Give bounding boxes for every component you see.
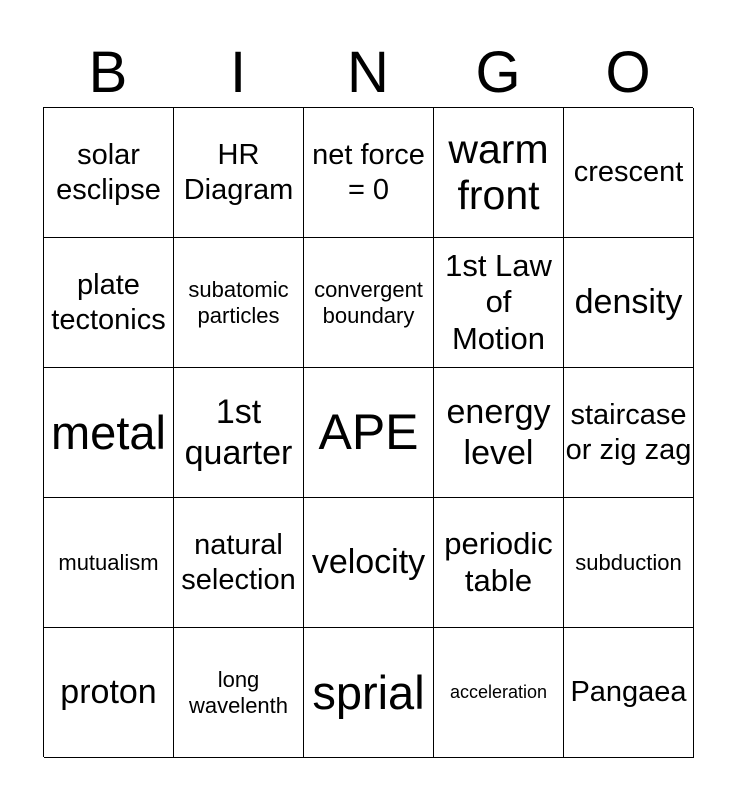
bingo-cell[interactable]: long wavelenth (174, 628, 304, 758)
bingo-cell[interactable]: Pangaea (564, 628, 694, 758)
bingo-cell[interactable]: 1st Law of Motion (434, 238, 564, 368)
bingo-cell[interactable]: HR Diagram (174, 108, 304, 238)
bingo-cell[interactable]: net force = 0 (304, 108, 434, 238)
bingo-cell[interactable]: plate tectonics (44, 238, 174, 368)
bingo-cell[interactable]: 1st quarter (174, 368, 304, 498)
bingo-cell[interactable]: warm front (434, 108, 564, 238)
bingo-cell[interactable]: subduction (564, 498, 694, 628)
header-letter-i: I (229, 40, 247, 105)
bingo-cell[interactable]: acceleration (434, 628, 564, 758)
bingo-cell[interactable]: crescent (564, 108, 694, 238)
bingo-board (43, 107, 693, 757)
bingo-header (43, 40, 693, 106)
header-letter-b: B (88, 40, 128, 105)
bingo-cell[interactable]: mutualism (44, 498, 174, 628)
bingo-cell[interactable]: velocity (304, 498, 434, 628)
bingo-cell[interactable]: proton (44, 628, 174, 758)
header-letter-o: O (605, 40, 651, 105)
bingo-cell[interactable]: metal (44, 368, 174, 498)
bingo-cell[interactable]: APE (304, 368, 434, 498)
bingo-cell[interactable]: solar esclipse (44, 108, 174, 238)
bingo-cell[interactable]: convergent boundary (304, 238, 434, 368)
header-letter-n: N (347, 40, 389, 105)
bingo-cell[interactable]: periodic table (434, 498, 564, 628)
header-letter-g: G (475, 40, 521, 105)
bingo-cell[interactable]: subatomic particles (174, 238, 304, 368)
bingo-cell[interactable]: sprial (304, 628, 434, 758)
bingo-cell[interactable]: energy level (434, 368, 564, 498)
bingo-cell[interactable]: density (564, 238, 694, 368)
bingo-cell[interactable]: natural selection (174, 498, 304, 628)
bingo-cell[interactable]: staircase or zig zag (564, 368, 694, 498)
